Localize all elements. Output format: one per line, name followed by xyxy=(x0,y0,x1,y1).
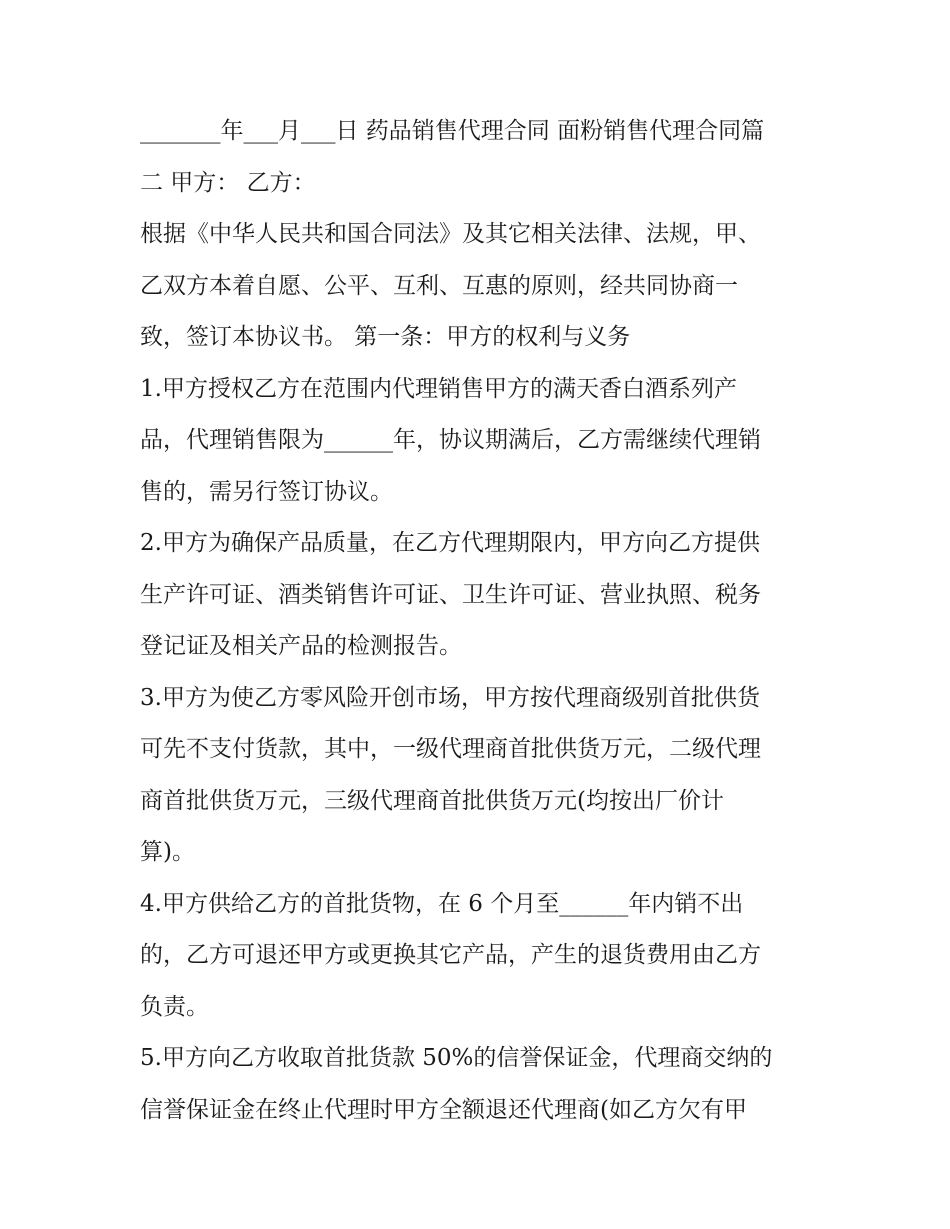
text-line: 生产许可证、酒类销售许可证、卫生许可证、营业执照、税务 xyxy=(140,581,761,608)
text-line: 5.甲方向乙方收取首批货款 50%的信誉保证金，代理商交纳的 xyxy=(140,1045,773,1071)
text-line: 4.甲方供给乙方的首批货物，在 6 个月至______年内销不出 xyxy=(140,890,744,917)
text-line: 算)。 xyxy=(140,839,195,865)
text-line: 售的，需另行签订协议。 xyxy=(140,478,393,505)
text-line: 的，乙方可退还甲方或更换其它产品，产生的退货费用由乙方 xyxy=(140,942,761,968)
text-line: 乙双方本着自愿、公平、互利、互惠的原则，经共同协商一 xyxy=(140,272,738,299)
text-line: 品，代理销售限为______年，协议期满后，乙方需继续代理销 xyxy=(140,427,761,453)
text-line: 1.甲方授权乙方在范围内代理销售甲方的满天香白酒系列产 xyxy=(140,375,737,402)
text-line: 二 甲方： 乙方： xyxy=(140,169,316,196)
text-line: _______年___月___日 药品销售代理合同 面粉销售代理合同篇 xyxy=(140,118,765,144)
text-line: 登记证及相关产品的检测报告。 xyxy=(140,633,462,659)
text-line: 根据《中华人民共和国合同法》及其它相关法律、法规，甲、 xyxy=(140,221,761,247)
text-line: 可先不支付货款，其中，一级代理商首批供货万元，二级代理 xyxy=(140,736,761,762)
contract-body-text xyxy=(140,106,820,1136)
text-line: 致，签订本协议书。 第一条：甲方的权利与义务 xyxy=(140,324,631,350)
text-line: 3.甲方为使乙方零风险开创市场，甲方按代理商级别首批供货 xyxy=(140,684,760,711)
text-line: 信誉保证金在终止代理时甲方全额退还代理商(如乙方欠有甲 xyxy=(140,1096,747,1123)
text-line: 2.甲方为确保产品质量，在乙方代理期限内，甲方向乙方提供 xyxy=(140,530,760,556)
text-line: 商首批供货万元，三级代理商首批供货万元(均按出厂价计 xyxy=(140,787,724,814)
text-line: 负责。 xyxy=(140,993,209,1020)
